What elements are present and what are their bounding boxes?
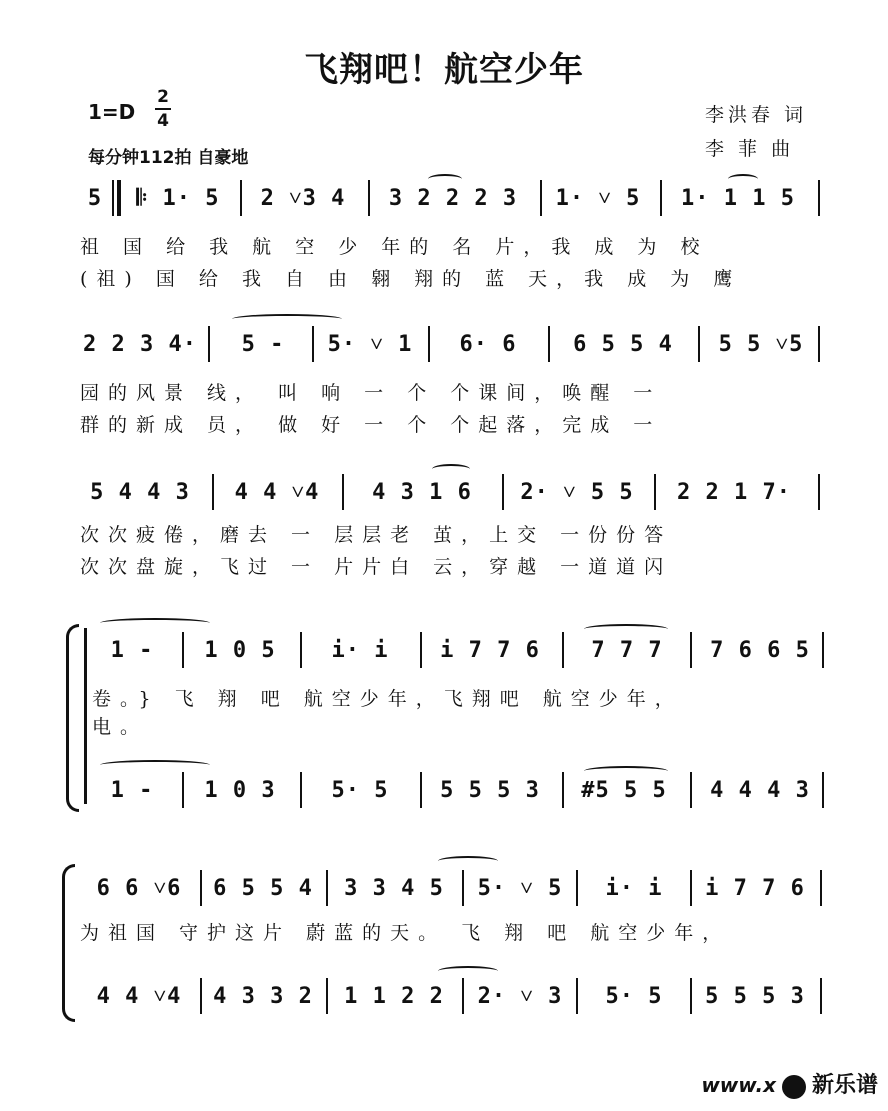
measure: 2 2 3 4· (83, 332, 197, 357)
lyric-line: 次次疲倦，磨去 一 层层老 茧，上交 一份份答 (80, 524, 673, 546)
measure: 2 2 1 7· (677, 480, 791, 505)
measure: 7 7 7 (591, 638, 663, 663)
measure: 2· ˅ 3 (477, 984, 563, 1009)
tie (728, 174, 758, 184)
measure: i· i (331, 638, 389, 663)
measure: 4 4 ˅4 (234, 480, 320, 505)
measure: 5 5 ˅5 (718, 332, 804, 357)
measure: 4 4 4 3 (710, 778, 810, 803)
staff-row-2 (0, 328, 888, 362)
lyric-line: 园的风景 线， 叫 响 一 个 个课间，唤醒 一 (80, 382, 662, 404)
time-bottom: 4 (157, 111, 169, 131)
tempo-marking: 每分钟112拍 自豪地 (88, 148, 249, 168)
measure: 1 1 2 2 (344, 984, 444, 1009)
lyric-line: 群的新成 员， 做 好 一 个 个起落，完成 一 (80, 414, 662, 436)
staff-row-7 (0, 980, 888, 1014)
measure: 5· ˅ 5 (477, 876, 563, 901)
measure: 5 5 5 3 (440, 778, 540, 803)
staff-row-6 (0, 872, 888, 906)
lyric-line: 次次盘旋，飞过 一 片片白 云，穿越 一道道闪 (80, 556, 673, 578)
record-disc-icon (782, 1075, 806, 1099)
tie (232, 314, 342, 324)
song-title: 飞翔吧！航空少年 (304, 50, 584, 90)
watermark-url: www.x (701, 1073, 776, 1097)
measure: 5· 5 (331, 778, 389, 803)
tie (438, 966, 498, 976)
composer-credit: 李 菲 曲 (705, 138, 795, 160)
measure: 4 3 1 6 (372, 480, 472, 505)
measure: 𝄆 1· 5 (136, 186, 220, 211)
measure: 1 - (110, 778, 154, 803)
measure: 5 4 4 3 (90, 480, 190, 505)
measure: 5· 5 (605, 984, 663, 1009)
measure: 4 3 3 2 (213, 984, 313, 1009)
measure: 1 0 3 (204, 778, 276, 803)
measure: 6 6 ˅6 (96, 876, 182, 901)
lyric-line: (祖) 国 给 我 自 由 翱 翔的 蓝 天，我 成 为 鹰 (80, 268, 742, 290)
triplet-bracket (584, 624, 668, 634)
staff-row-3 (0, 476, 888, 510)
lyric-line: 电。 (92, 716, 149, 738)
measure: #5 5 5 (581, 778, 667, 803)
brand-name: 新乐谱 (811, 1073, 878, 1098)
measure: 7 6 6 5 (710, 638, 810, 663)
measure: 5 5 5 3 (705, 984, 805, 1009)
measure: i 7 7 6 (440, 638, 540, 663)
lyric-line: 卷。} 飞 翔 吧 航空少年，飞翔吧 航空少年， (92, 688, 683, 710)
measure: 1 0 5 (204, 638, 276, 663)
measure: 2 ˅3 4 (260, 186, 346, 211)
lyric-line: 祖 国 给 我 航 空 少 年的 名 片，我 成 为 校 (80, 236, 709, 258)
tie (438, 856, 498, 866)
measure: i 7 7 6 (705, 876, 805, 901)
measure: 3 2 2 2 3 (388, 186, 518, 211)
triplet-bracket (584, 766, 668, 776)
lyricist-credit: 李洪春 词 (705, 104, 808, 126)
lyric-line: 为祖国 守护这片 蔚蓝的天。 飞 翔 吧 航空少年， (80, 922, 731, 944)
tie (100, 618, 210, 628)
measure: 3 3 4 5 (344, 876, 444, 901)
measure: 4 4 ˅4 (96, 984, 182, 1009)
measure: 2· ˅ 5 5 (520, 480, 634, 505)
tie (432, 464, 470, 474)
measure: 1· 1 1 5 (681, 186, 795, 211)
measure: 1· ˅ 5 (555, 186, 641, 211)
tie (100, 760, 210, 770)
measure: 5 - (241, 332, 285, 357)
key-signature: 1=D (88, 100, 136, 124)
measure: 5· ˅ 1 (327, 332, 413, 357)
watermark (701, 1068, 878, 1099)
tie (428, 174, 462, 184)
staff-row-4 (0, 634, 888, 668)
staff-row-1 (0, 182, 888, 216)
pickup-note: 5 (87, 186, 103, 211)
measure: 1 - (110, 638, 154, 663)
measure: 6 5 5 4 (573, 332, 673, 357)
time-signature (155, 86, 171, 132)
measure: 6 5 5 4 (213, 876, 313, 901)
time-top: 2 (157, 87, 169, 107)
staff-row-5 (0, 774, 888, 808)
measure: 6· 6 (459, 332, 517, 357)
measure: i· i (605, 876, 663, 901)
